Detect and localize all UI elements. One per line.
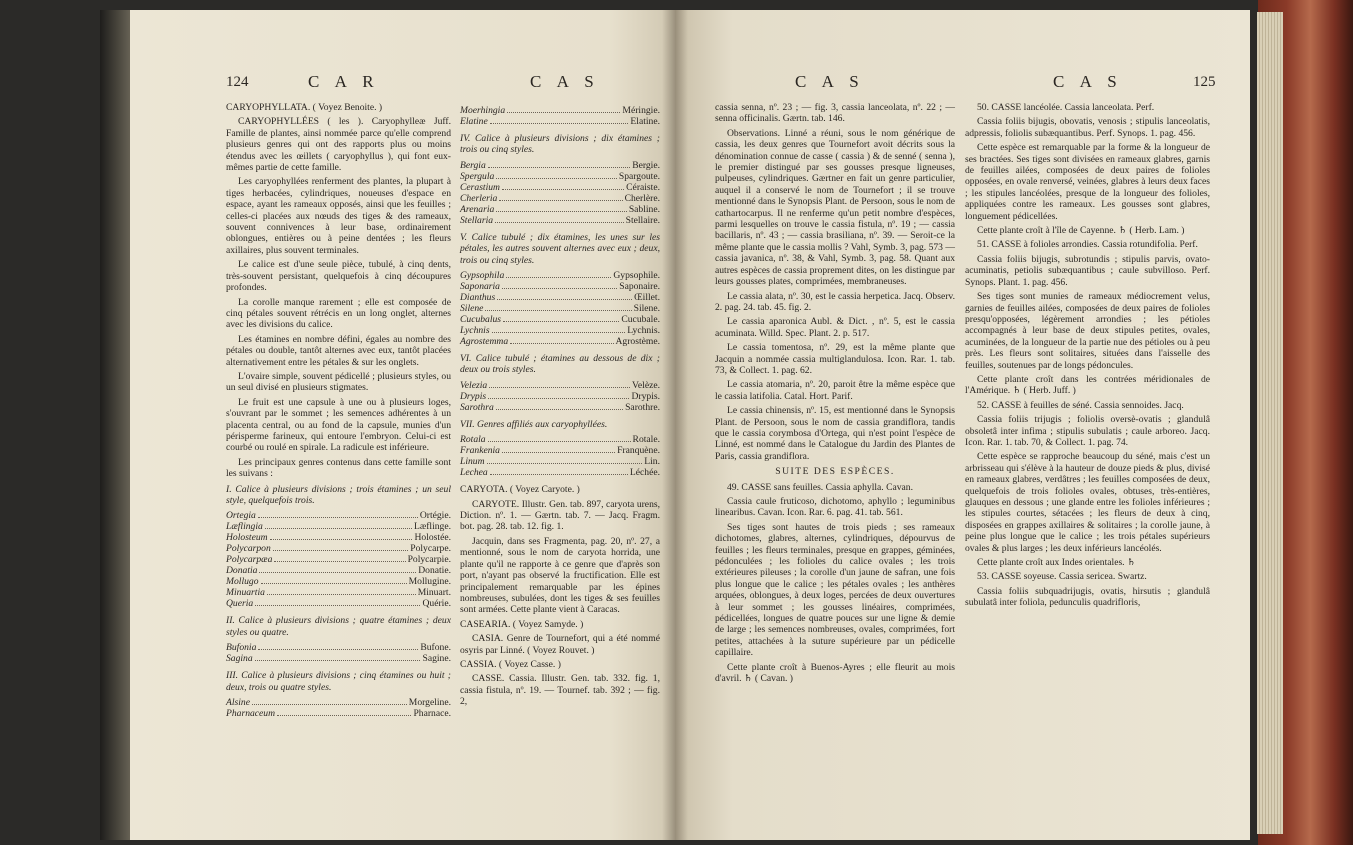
latin-name: Lychnis bbox=[460, 325, 490, 337]
leader-dots bbox=[502, 445, 615, 453]
leader-dots bbox=[499, 193, 622, 201]
latin-name: Minuartia bbox=[226, 587, 265, 599]
genus-entry bbox=[226, 587, 451, 598]
genus-entry bbox=[460, 456, 660, 467]
genus-entry bbox=[226, 576, 451, 587]
latin-name: Dianthus bbox=[460, 292, 496, 304]
leader-dots bbox=[274, 554, 405, 562]
latin-name: Agrostemma bbox=[460, 336, 509, 348]
paragraph: Le cassia alata, nº. 30, est le cassia herpetica. Jacq. Observ. 2. pag. 24. tab. 45. fig. 2. bbox=[715, 290, 955, 313]
genus-entry bbox=[226, 642, 451, 653]
paragraph: CASSIA. ( Voyez Casse. ) bbox=[460, 658, 561, 670]
latin-name: Frankenia bbox=[460, 445, 500, 457]
section-heading: IV. Calice à plusieurs divisions ; dix étamines ; trois ou cinq styles. bbox=[460, 133, 660, 156]
french-name: Gypsophile. bbox=[613, 270, 660, 282]
paragraph: Les étamines en nombre défini, égales au nombre des pétales ou double, tantôt alternes avec eux, tantôt placées alternativement entre les pétales & sur les onglets. bbox=[226, 333, 451, 368]
section-heading: II. Calice à plusieurs divisions ; quatre étamines ; deux styles ou quatre. bbox=[226, 615, 451, 638]
paragraph: Cette plante croît à Buenos-Ayres ; elle fleurit au mois d'avril. ♄ ( Cavan. ) bbox=[715, 661, 955, 685]
french-name: Mollugine. bbox=[408, 576, 451, 588]
genus-entry bbox=[460, 215, 660, 226]
paragraph: Le cassia chinensis, nº. 15, est mentionné dans le Synopsis Plant. de Persoon, sous le nom de cassia grandiflora, tandis que le cassia corymbosa d'Ortega, qui n'est point l'espèce de Linné, est nommé dans le Catalogue du Jardin des Plantes de Paris, cassia grandiflora. bbox=[715, 405, 955, 462]
paragraph: cassia senna, nº. 23 ; — fig. 3, cassia lanceolata, nº. 22 ; — senna officinalis. Gærtn. tab. 146. bbox=[715, 102, 955, 125]
leader-dots bbox=[259, 565, 416, 573]
genus-entry bbox=[226, 532, 451, 543]
paragraph: CARYOTE. Illustr. Gen. tab. 897, caryota urens, Diction. nº. 1. — Gærtn. tab. 7. — Jacq. Fragm. bot. pag. 28. tab. 12. fig. 1. bbox=[460, 498, 660, 533]
paragraph: Cette plante croît à l'île de Cayenne. ♄ ( Herb. Lam. ) bbox=[977, 225, 1185, 237]
genus-entry bbox=[460, 391, 660, 402]
paragraph: CARYOPHYLLATA. ( Voyez Benoite. ) bbox=[226, 102, 383, 113]
genus-entry bbox=[460, 270, 660, 281]
french-name: Polycarpe. bbox=[410, 543, 451, 555]
paragraph: Le cassia aparonica Aubl. & Dict. , nº. 5, est le cassia acuminata. Willd. Spec. Plant. 2. p. 517. bbox=[715, 316, 955, 339]
french-name: Méringie. bbox=[622, 105, 660, 116]
leader-dots bbox=[261, 576, 407, 584]
paragraph: Cassia foliis trijugis ; foliolis oversè-ovatis ; glandulâ obsoletâ inter infima ; stipulis subulatis ; caule arboreo. Jacq. Icon. Rar. 1. tab. 70, & Collect. 1. pag. 74. bbox=[965, 414, 1210, 448]
paragraph: 53. CASSE soyeuse. Cassia sericea. Swartz. bbox=[977, 571, 1147, 583]
genus-entry bbox=[460, 314, 660, 325]
paragraph: Les principaux genres contenus dans cette famille sont les suivans : bbox=[226, 456, 451, 480]
french-name: Silene. bbox=[633, 303, 660, 315]
genus-entry bbox=[226, 653, 451, 664]
page-stack bbox=[1257, 12, 1283, 834]
leader-dots bbox=[502, 281, 617, 289]
genus-entry bbox=[460, 193, 660, 204]
french-name: Stellaire. bbox=[625, 214, 660, 226]
leader-dots bbox=[488, 391, 629, 399]
latin-name: Sagina bbox=[226, 653, 253, 665]
right-column-1 bbox=[715, 102, 955, 688]
latin-name: Polycarpæa bbox=[226, 554, 273, 566]
genus-entry bbox=[226, 708, 451, 719]
paragraph: Observations. Linné a réuni, sous le nom générique de cassia, les deux genres que Tournefort avoit décrits sous la dénomination connue de casse ( cassia ) & de senné ( senna ), le premier distingué par ses gousses presque ligneuses, pulpeuses, cylindriques. Gærtner en fait un genre particulier, auquel il a conservé le nom de Tournefort ; il se trouve mentionné dans le Synopsis Plant. de Persoon, sous le nom de cathartocarpus. Il ne renferme qu'un petit nombre d'espèces, parmi lesquelles on trouve le cassia fistula, nº. 19 ; — cassia bacillaris, nº. 43 ; — cassia brasiliana, nº. 39. — Seroit-ce la même plante que le cassia mollis ? Vahl, Symb. 3, pag. 573 — cassia javanica, nº. 38, & Vahl, Symb. 3, pag. 58. Quant aux autres espèces de cassia proprement dites, on les distingue par leurs gousses plates, comprimées, membraneuses. bbox=[715, 127, 955, 288]
leader-dots bbox=[496, 402, 623, 410]
latin-name: Saponaria bbox=[460, 281, 500, 293]
paragraph: CASIA. Genre de Tournefort, qui a été nommé osyris par Linné. ( Voyez Rouvet. ) bbox=[460, 633, 660, 656]
leader-dots bbox=[258, 642, 418, 650]
paragraph: Ses tiges sont hautes de trois pieds ; ses rameaux dichotomes, glabres, alternes, cylindriques, dépourvus de feuilles ; les fleurs terminales, presque en grappes, géminées, pédonculées ; les folioles du calice ovales ; les trois extérieures pileuses ; la corolle d'un jaune de safran, une fois plus longue que le calice ; les pétales ovales ; les anthères arquées, oblongues, à deux loges, percées de deux ouvertures à leur sommet ; les gousses linéaires, comprimées, pédicellées, longues de quatre pouces sur une ligne & demie de large ; les semences nombreuses, ovales, comprimées, fort petites, attachées à la suture supérieure par un pédicelle capillaire. bbox=[715, 521, 955, 659]
leader-dots bbox=[502, 182, 624, 190]
genus-entry bbox=[460, 303, 660, 314]
french-name: Céraiste. bbox=[626, 181, 660, 193]
latin-name: Spergula bbox=[460, 170, 495, 182]
left-page bbox=[130, 10, 675, 840]
section-heading: VII. Genres affiliés aux caryophyllées. bbox=[460, 418, 608, 430]
section-heading: III. Calice à plusieurs divisions ; cinq étamines ou huit ; deux, trois ou quatre styles. bbox=[226, 670, 451, 693]
leader-dots bbox=[488, 434, 631, 442]
paragraph: Cassia foliis subquadrijugis, ovatis, hirsutis ; glandulâ subulatâ inter foliola, pedunculis quadrifloris, bbox=[965, 585, 1210, 609]
genus-list bbox=[460, 380, 660, 413]
french-name: Rotale. bbox=[632, 434, 660, 446]
leader-dots bbox=[497, 292, 632, 300]
genus-entry bbox=[460, 116, 660, 127]
paragraph: Le calice est d'une seule pièce, tubulé, à cinq dents, très-souvent persistant, quelquefois à cinq découpures profondes. bbox=[226, 259, 451, 294]
leader-dots bbox=[265, 521, 412, 529]
leader-dots bbox=[267, 587, 416, 595]
french-name: Lychnis. bbox=[627, 325, 660, 337]
paragraph: Cette espèce est remarquable par la forme & la longueur de ses bractées. Ses tiges sont divisées en rameaux glabres, garnis de feuilles ailées, composées de deux paires de folioles opposées, en ovale renversé, veinées, glabres à leurs deux faces ; les stipules lancéolées, presque de la longueur des folioles, appliquées contre les rameaux. Les gousses sont glabres, longuement pédicellées. bbox=[965, 142, 1210, 222]
paragraph: Cette plante croît dans les contrées méridionales de l'Amérique. ♄ ( Herb. Juff. ) bbox=[965, 373, 1210, 397]
latin-name: Lechea bbox=[460, 467, 488, 479]
french-name: Sabline. bbox=[628, 203, 660, 215]
leader-dots bbox=[252, 697, 407, 705]
genus-entry bbox=[460, 380, 660, 391]
latin-name: Ortegia bbox=[226, 510, 256, 522]
paragraph: CASEARIA. ( Voyez Samyde. ) bbox=[460, 618, 584, 630]
latin-name: Queria bbox=[226, 598, 254, 610]
genus-entry bbox=[460, 402, 660, 413]
leader-dots bbox=[490, 116, 629, 124]
leader-dots bbox=[488, 160, 630, 168]
latin-name: Drypis bbox=[460, 390, 487, 402]
section-title: SUITE DES ESPÈCES. bbox=[775, 466, 895, 478]
french-name: Cucubale. bbox=[621, 314, 660, 326]
latin-name: Gypsophila bbox=[460, 270, 505, 282]
leader-dots bbox=[496, 204, 627, 212]
leader-dots bbox=[255, 598, 420, 606]
leader-dots bbox=[277, 708, 411, 716]
genus-entry bbox=[460, 434, 660, 445]
genus-entry bbox=[226, 697, 451, 708]
latin-name: Polycarpon bbox=[226, 543, 271, 555]
paragraph: Ses tiges sont munies de rameaux médiocrement velus, garnies de feuilles ailées, composées de deux paires de folioles presqu'opposées, légèrement arrondies ; les pétioles accompagnés à leur base de deux stipules petites, ovales, acuminées, de la longueur de la partie nue des pétioles ou à peu près. Les fleurs sont solitaires, situées dans l'aisselle des feuilles, soutenues par de longs pédoncules. bbox=[965, 291, 1210, 371]
latin-name: Pharnaceum bbox=[226, 708, 276, 720]
paragraph: CARYOPHYLLÉES ( les ). Caryophylleæ Juff. Famille de plantes, ainsi nommée parce qu'elle comprend plusieurs genres qui ont des rapports plus ou moins étendus avec les œillets ( caryophyllus ), qui font eux-mêmes partie de cette famille. bbox=[226, 116, 451, 174]
genus-entry bbox=[460, 171, 660, 182]
genus-entry bbox=[226, 554, 451, 565]
genus-entry bbox=[226, 565, 451, 576]
french-name: Ortégie. bbox=[419, 510, 451, 522]
genus-entry bbox=[460, 105, 660, 116]
latin-name: Læflingia bbox=[226, 521, 263, 533]
latin-name: Moerhingia bbox=[460, 105, 506, 116]
french-name: Holostée. bbox=[414, 532, 451, 544]
genus-entry bbox=[460, 325, 660, 336]
genus-entry bbox=[460, 467, 660, 478]
genus-entry bbox=[460, 292, 660, 303]
french-name: Velèze. bbox=[632, 379, 660, 391]
leader-dots bbox=[489, 380, 630, 388]
paragraph: Cassia foliis bijugis, obovatis, venosis ; stipulis lanceolatis, adpressis, foliolis subæquantibus. Perf. Synops. 1. pag. 456. bbox=[965, 116, 1210, 139]
genus-entry bbox=[226, 510, 451, 521]
latin-name: Stellaria bbox=[460, 214, 494, 226]
genus-list bbox=[226, 697, 451, 719]
latin-name: Cerastium bbox=[460, 181, 500, 193]
paragraph: 52. CASSE à feuilles de séné. Cassia sennoides. Jacq. bbox=[977, 399, 1184, 411]
paragraph: CASSE. Cassia. Illustr. Gen. tab. 332. fig. 1, cassia fistula, nº. 19. — Tournef. tab. 392 ; — fig. 2, bbox=[460, 673, 660, 708]
latin-name: Velezia bbox=[460, 379, 488, 391]
latin-name: Arenaria bbox=[460, 203, 495, 215]
genus-entry bbox=[460, 160, 660, 171]
paragraph: Cassia foliis bijugis, subrotundis ; stipulis parvis, ovato-acuminatis, petiolis subæquantibus ; caule subvilloso. Perf. Synops. Plant. 1. pag. 456. bbox=[965, 253, 1210, 288]
leader-dots bbox=[270, 532, 413, 540]
paragraph: Jacquin, dans ses Fragmenta, pag. 20, nº. 27, a mentionné, sous le nom de caryota horrida, une plante qu'il ne rapporte à ce genre que d'après son port, n'ayant pas observé la fructification. Elle est principalement remarquable par les épines nombreuses, subulées, dont les tiges & ses feuilles sont armées. Cette plante vient à Caracas. bbox=[460, 535, 660, 616]
paragraph: Cassia caule fruticoso, dichotomo, aphyllo ; leguminibus linearibus. Cavan. Icon. Rar. 6. pag. 41. tab. 561. bbox=[715, 496, 955, 519]
genus-list bbox=[460, 105, 660, 127]
genus-entry bbox=[226, 598, 451, 609]
latin-name: Donatia bbox=[226, 565, 258, 577]
left-column-1 bbox=[226, 102, 451, 725]
french-name: Bufone. bbox=[420, 642, 451, 654]
genus-entry bbox=[460, 445, 660, 456]
leader-dots bbox=[507, 105, 620, 113]
left-column-2 bbox=[460, 102, 660, 711]
french-name: Franquène. bbox=[617, 445, 660, 457]
latin-name: Mollugo bbox=[226, 576, 259, 588]
french-name: Bergie. bbox=[632, 159, 660, 171]
latin-name: Cherleria bbox=[460, 192, 498, 204]
running-head-left: C A R bbox=[308, 72, 380, 91]
page-number: 125 bbox=[1193, 74, 1216, 90]
french-name: Agrostème. bbox=[615, 336, 660, 348]
genus-entry bbox=[460, 182, 660, 193]
latin-name: Silene bbox=[460, 303, 484, 315]
paragraph: La corolle manque rarement ; elle est composée de cinq pétales souvent rétrécis en un long onglet, alternes avec les divisions du calice. bbox=[226, 296, 451, 331]
latin-name: Elatine bbox=[460, 116, 488, 127]
paragraph: Le fruit est une capsule à une ou à plusieurs loges, s'ouvrant par le sommet ; les semences adhérentes à un placenta central, ou au fond de la capsule, munies d'un périsperme farineux, qui entoure l'embryon. Celui-ci est courbé ou roulé en spirale. La radicule est inférieure. bbox=[226, 396, 451, 454]
paragraph: CARYOTA. ( Voyez Caryote. ) bbox=[460, 484, 580, 496]
gutter-shadow bbox=[662, 10, 688, 840]
section-heading: V. Calice tubulé ; dix étamines, les unes sur les pétales, les autres souvent alternes avec eux ; deux, trois ou cinq styles. bbox=[460, 231, 660, 266]
french-name: Polycarpie. bbox=[407, 554, 451, 566]
leader-dots bbox=[485, 303, 631, 311]
genus-entry bbox=[226, 521, 451, 532]
genus-list bbox=[226, 642, 451, 664]
leader-dots bbox=[496, 171, 617, 179]
french-name: Saponaire. bbox=[619, 281, 660, 293]
french-name: Lin. bbox=[644, 456, 660, 468]
genus-list bbox=[226, 510, 451, 609]
genus-entry bbox=[460, 204, 660, 215]
french-name: Læflinge. bbox=[413, 521, 451, 533]
latin-name: Alsine bbox=[226, 697, 250, 709]
leader-dots bbox=[258, 510, 418, 518]
right-page bbox=[675, 10, 1250, 840]
french-name: Quérie. bbox=[422, 598, 451, 610]
leader-dots bbox=[487, 456, 643, 464]
leader-dots bbox=[492, 325, 626, 333]
french-name: Léchée. bbox=[629, 467, 660, 479]
french-name: Œillet. bbox=[634, 292, 660, 304]
latin-name: Linum bbox=[460, 456, 485, 468]
latin-name: Bergia bbox=[460, 159, 486, 171]
paragraph: 50. CASSE lancéolée. Cassia lanceolata. Perf. bbox=[977, 102, 1155, 113]
paragraph: Le cassia tomentosa, nº. 29, est la même plante que Jacquin a nommée cassia multiglandulosa. Icon. Rar. 1. tab. 73, & Collect. 1. pag. 62. bbox=[715, 342, 955, 376]
section-heading: VI. Calice tubulé ; étamines au dessous de dix ; deux ou trois styles. bbox=[460, 353, 660, 376]
french-name: Donatie. bbox=[418, 565, 451, 577]
paragraph: L'ovaire simple, souvent pédicellé ; plusieurs styles, ou un seul divisé en plusieurs stigmates. bbox=[226, 370, 451, 394]
french-name: Pharnace. bbox=[413, 708, 451, 720]
section-heading: I. Calice à plusieurs divisions ; trois étamines ; un seul style, quelquefois trois. bbox=[226, 483, 451, 506]
paragraph: Cette plante croît aux Indes orientales. ♄ bbox=[977, 557, 1136, 569]
running-head-left: C A S bbox=[795, 72, 865, 91]
genus-list bbox=[460, 434, 660, 478]
leader-dots bbox=[506, 270, 611, 278]
paragraph: Le cassia atomaria, nº. 20, paroit être la même espèce que le cassia latifolia. Catal. Hort. Parif. bbox=[715, 379, 955, 402]
paragraph: Cette espèce se rapproche beaucoup du séné, mais c'est un arbrisseau qui s'élève à la hauteur de douze pieds & plus, divisé en rameaux glabres, verdâtres ; les feuilles composées de deux, quelquefois de trois folioles ovales, obtuses, très-entières, glauques en dessous ; une glande entre les folioles inférieures ; les stipules courtes, sétacées ; les fleurs de deux à cinq, disposées en grappes axillaires & solitaires ; la corolle jaune, à peine plus longue que le calice ; les trois pétales supérieurs ovales & plus larges ; les deux inférieurs lancéolés. bbox=[965, 451, 1210, 554]
genus-entry bbox=[460, 281, 660, 292]
french-name: Spargoute. bbox=[618, 170, 660, 182]
leader-dots bbox=[490, 467, 628, 475]
page-number: 124 bbox=[226, 74, 249, 90]
latin-name: Bufonia bbox=[226, 642, 257, 654]
french-name: Sagine. bbox=[422, 653, 451, 665]
paragraph: 49. CASSE sans feuilles. Cassia aphylla. Cavan. bbox=[727, 481, 913, 493]
leader-dots bbox=[495, 215, 624, 223]
french-name: Cherlère. bbox=[624, 192, 660, 204]
paragraph: Les caryophyllées renferment des plantes, la plupart à tiges herbacées, cylindriques, noueuses d'espace en espace, ayant les rameaux opposés, ainsi que les feuilles ; celles-ci placées aux nœuds des tiges & des rameaux, souvent connivences à leur base, ordinairement oblongues, entières ou à peine dentées ; les fleurs axillaires, plus souvent terminales. bbox=[226, 176, 451, 256]
leader-dots bbox=[503, 314, 619, 322]
leader-dots bbox=[273, 543, 408, 551]
paragraph: 51. CASSE à folioles arrondies. Cassia rotundifolia. Perf. bbox=[977, 239, 1198, 251]
running-head-right: C A S bbox=[1053, 72, 1123, 91]
running-head-right: C A S bbox=[530, 72, 600, 91]
latin-name: Sarothra bbox=[460, 401, 494, 413]
latin-name: Cucubalus bbox=[460, 314, 502, 326]
latin-name: Holosteum bbox=[226, 532, 268, 544]
genus-entry bbox=[226, 543, 451, 554]
genus-entry bbox=[460, 336, 660, 347]
leader-dots bbox=[510, 336, 613, 344]
french-name: Morgeline. bbox=[408, 697, 451, 709]
french-name: Sarothre. bbox=[625, 401, 660, 413]
genus-list bbox=[460, 160, 660, 226]
genus-list bbox=[460, 270, 660, 347]
right-column-2 bbox=[965, 102, 1210, 612]
leader-dots bbox=[255, 653, 421, 661]
left-shadow bbox=[100, 10, 132, 840]
french-name: Elatine. bbox=[630, 116, 660, 127]
french-name: Drypis. bbox=[631, 390, 660, 402]
latin-name: Rotala bbox=[460, 434, 486, 446]
french-name: Minuart. bbox=[417, 587, 451, 599]
